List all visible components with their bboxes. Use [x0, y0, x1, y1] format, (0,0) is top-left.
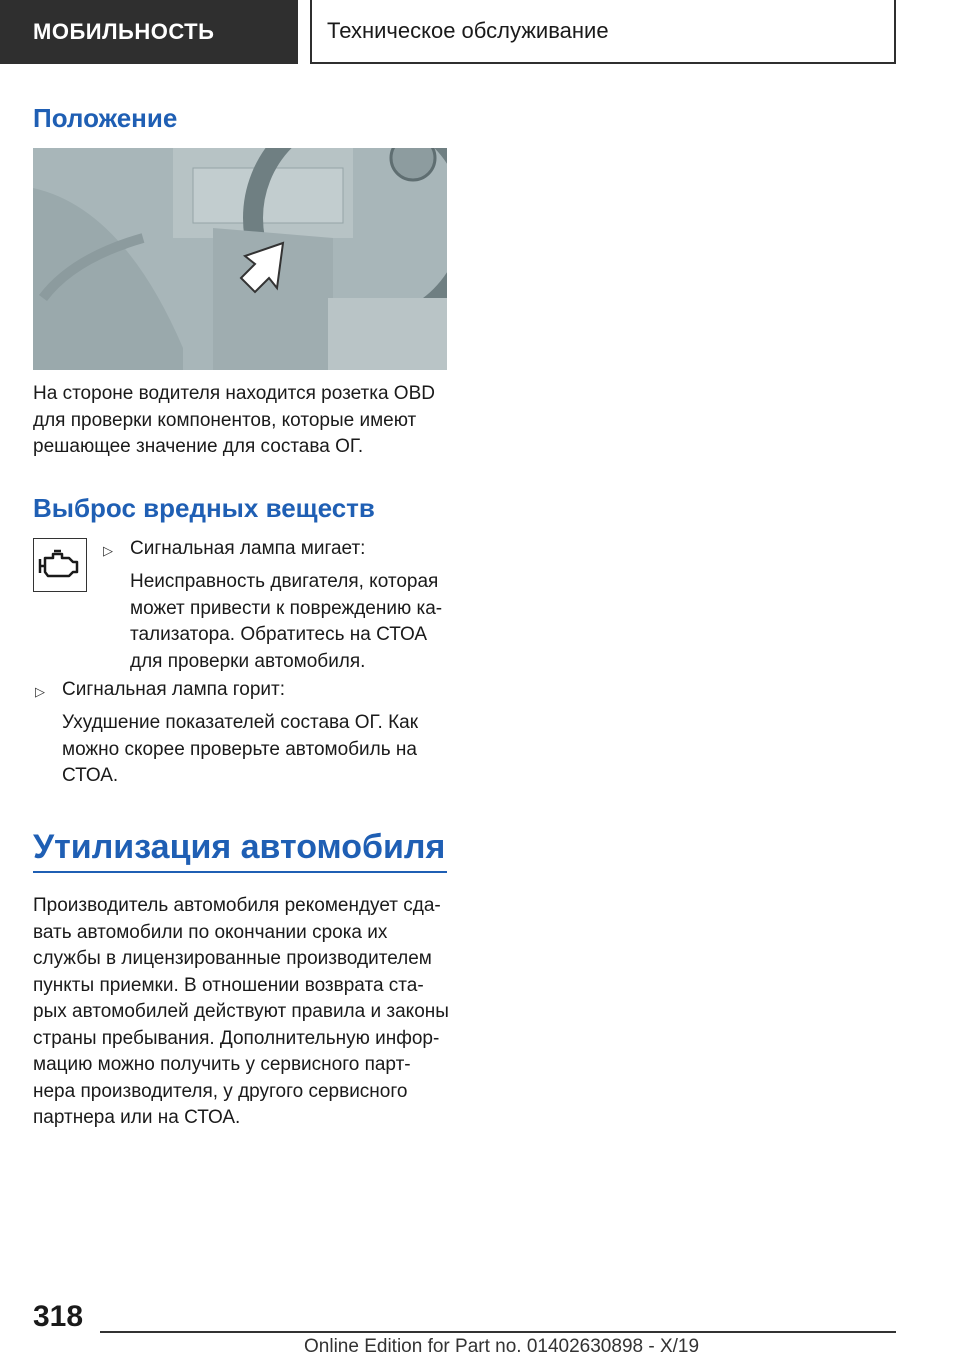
- emissions-heading: Выброс вредных веществ: [33, 493, 375, 523]
- item-2-line-3: СТОА.: [62, 765, 119, 786]
- disposal-line-9: партнера или на СТОА.: [33, 1107, 241, 1128]
- disposal-line-4: пункты приемки. В отношении возврата ста-: [33, 974, 424, 996]
- disposal-line-5: рых автомобилей действуют правила и законы: [33, 1001, 449, 1022]
- item-2-title: Сигнальная лампа горит:: [62, 679, 286, 700]
- disposal-heading: Утилизация автомобиля: [33, 828, 447, 873]
- disposal-line-1: Производитель автомобиля рекомендует сда-: [33, 895, 441, 916]
- disposal-line-3: службы в лицензированные производителем: [33, 948, 432, 969]
- bullet-triangle-icon: ▷: [103, 543, 113, 558]
- item-1-line-1: Неисправность двигателя, которая: [130, 571, 439, 592]
- disposal-line-7: мацию можно получить у сервисного парт-: [33, 1054, 411, 1075]
- footer-divider: [100, 1331, 896, 1333]
- item-1-line-3: тализатора. Обратитесь на СТОА: [130, 624, 428, 645]
- header-chapter-label: Техническое обслуживание: [327, 18, 609, 43]
- item-2-line-2: можно скорее проверьте автомобиль на: [62, 738, 417, 760]
- bullet-triangle-icon: ▷: [35, 684, 45, 699]
- item-2-line-1: Ухудшение показателей состава ОГ. Как: [62, 712, 419, 733]
- item-1-title: Сигнальная лампа мигает:: [130, 538, 366, 559]
- header-chapter-tab: [310, 0, 896, 64]
- item-1-line-4: для проверки автомобиля.: [130, 650, 366, 672]
- car-interior-illustration: [33, 148, 447, 370]
- header-section-tab: [0, 0, 298, 64]
- engine-check-icon: [33, 538, 87, 592]
- footer-edition: Online Edition for Part no. 01402630898 - X/19: [304, 1336, 700, 1357]
- disposal-line-8: нера производителя, у другого сервисного: [33, 1080, 408, 1102]
- position-caption: На стороне водителя находится розетка OBD для проверки компонентов, которые имеют решающее значение для состава ОГ.: [33, 383, 435, 457]
- header-section-label: МОБИЛЬНОСТЬ: [33, 19, 215, 44]
- disposal-line-6: страны пребывания. Дополнительную инфор-: [33, 1027, 440, 1049]
- position-heading: Положение: [33, 103, 178, 133]
- obd-location-photo: [33, 148, 447, 370]
- item-1-line-2: может привести к повреждению ка-: [130, 597, 443, 619]
- disposal-line-2: вать автомобили по окончании срока их: [33, 921, 388, 943]
- page-number: 318: [33, 1300, 84, 1333]
